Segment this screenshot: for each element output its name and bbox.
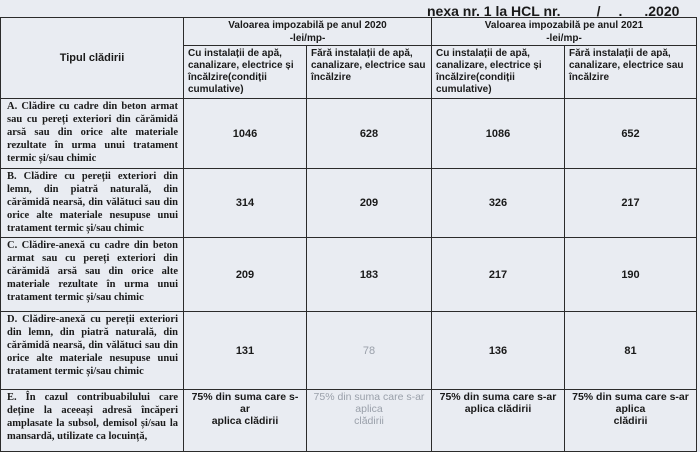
column-header-building-type: Tipul clădirii bbox=[1, 18, 184, 99]
subheader-2021-without-utilities: Fără instalații de apă, canalizare, electrice sau încălzire bbox=[565, 46, 697, 99]
column-header-2020 bbox=[184, 18, 432, 46]
note-line: 75% din suma care s-ar bbox=[572, 391, 689, 403]
annex-label: nexa nr. 1 la HCL nr. bbox=[427, 3, 561, 19]
year-2021-title: Valoarea impozabilă pe anul 2021 bbox=[484, 19, 644, 31]
table-row bbox=[1, 390, 697, 452]
note-cell bbox=[432, 390, 565, 452]
table-row bbox=[1, 99, 697, 169]
value-cell: 326 bbox=[432, 169, 565, 238]
note-line: 75% din suma care s-ar bbox=[191, 391, 299, 415]
note-line: clădirii bbox=[354, 415, 384, 427]
year-2021-unit: -lei/mp- bbox=[546, 32, 582, 44]
decision-number-separator: / bbox=[596, 3, 601, 19]
note-line: 75% din suma care s-ar bbox=[439, 391, 557, 403]
note-cell bbox=[565, 390, 697, 452]
value-cell: 190 bbox=[565, 238, 697, 312]
value-cell: 1086 bbox=[432, 99, 565, 169]
date-separator: . bbox=[618, 3, 623, 19]
tax-value-table bbox=[0, 17, 697, 452]
note-cell bbox=[184, 390, 307, 452]
note-line: aplica bbox=[355, 403, 383, 415]
subheader-2020-without-utilities: Fără instalații de apă, canalizare, electrice sau încălzire bbox=[307, 46, 432, 99]
value-cell: 628 bbox=[307, 99, 432, 169]
value-cell: 217 bbox=[432, 238, 565, 312]
note-line: aplica bbox=[615, 403, 646, 415]
decision-year: .2020 bbox=[644, 3, 680, 19]
note-line: aplica clădirii bbox=[464, 403, 532, 415]
subheader-2021-with-utilities: Cu instalații de apă, canalizare, electrice și încălzire(condiții cumulative) bbox=[432, 46, 565, 99]
value-cell: 217 bbox=[565, 169, 697, 238]
value-cell: 131 bbox=[184, 312, 307, 390]
building-type-c: C. Clădire-anexă cu cadre din beton armat sau cu pereți exteriori din cărămidă arsă sau din orice alte materiale rezultate în urma unui tratament termic și/sau chimic bbox=[1, 238, 184, 312]
column-header-2021 bbox=[432, 18, 697, 46]
note-line: clădirii bbox=[613, 415, 648, 427]
building-type-d: D. Clădire-anexă cu pereții exteriori din lemn, din piatră naturală, din cărămidă nearsă, din vălătuci sau din orice alte materiale nesupuse unui tratament termic și/sau chimic bbox=[1, 312, 184, 390]
year-2020-title: Valoarea impozabilă pe anul 2020 bbox=[228, 19, 387, 31]
note-cell bbox=[307, 390, 432, 452]
value-cell: 314 bbox=[184, 169, 307, 238]
value-cell: 81 bbox=[565, 312, 697, 390]
table-header-row bbox=[1, 18, 697, 46]
year-2020-unit: -lei/mp- bbox=[289, 32, 326, 44]
building-type-a: A. Clădire cu cadre din beton armat sau cu pereți exteriori din cărămidă arsă sau din orice alte materiale rezultate în urma unui tratament termic și/sau chimic bbox=[1, 99, 184, 169]
value-cell: 209 bbox=[307, 169, 432, 238]
table-row bbox=[1, 312, 697, 390]
building-type-b: B. Clădire cu pereții exteriori din lemn, din piatră naturală, din cărămidă nearsă, din vălătuci sau din orice alte materiale nesupuse unui tratament termic și/sau chimic bbox=[1, 169, 184, 238]
table-row bbox=[1, 238, 697, 312]
value-cell: 78 bbox=[307, 312, 432, 390]
subheader-2020-with-utilities: Cu instalații de apă, canalizare, electrice și încălzire(condiții cumulative) bbox=[184, 46, 307, 99]
value-cell: 652 bbox=[565, 99, 697, 169]
building-type-e: E. În cazul contribuabilului care deține la aceeași adresă încăperi amplasate la subsol, demisol și/sau la mansardă, utilizate ca locuință, bbox=[1, 390, 184, 452]
value-cell: 136 bbox=[432, 312, 565, 390]
note-line: 75% din suma care s-ar bbox=[313, 391, 425, 403]
value-cell: 183 bbox=[307, 238, 432, 312]
table-row bbox=[1, 169, 697, 238]
note-line: aplica clădirii bbox=[211, 415, 279, 427]
value-cell: 209 bbox=[184, 238, 307, 312]
value-cell: 1046 bbox=[184, 99, 307, 169]
